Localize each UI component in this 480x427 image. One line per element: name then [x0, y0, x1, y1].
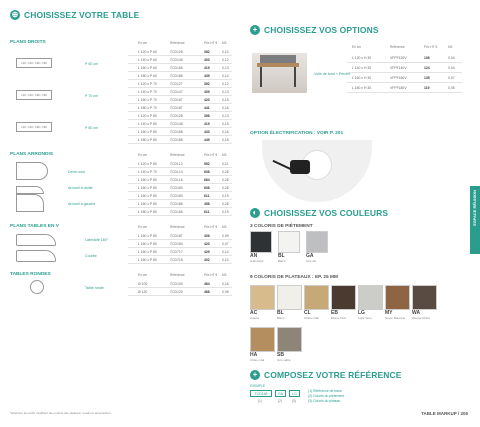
col-dim: En cm	[138, 225, 148, 229]
option-row	[347, 73, 462, 83]
colors-header-text: CHOISISSEZ VOS COULEURS	[264, 208, 389, 218]
right-header	[250, 25, 379, 35]
group-label: P 70 cm	[85, 94, 99, 98]
row-ref: TCD187	[170, 234, 183, 238]
row-m3: 0,26	[222, 202, 229, 206]
row-m3: 0,11	[222, 162, 229, 166]
table-row	[128, 240, 232, 248]
row-ref: TCDL16	[170, 178, 183, 182]
row-price: 382	[204, 50, 210, 54]
group-label: Latéralité 160°	[85, 238, 109, 242]
side-tab-label: ESPACE RÉUNION	[472, 190, 477, 226]
table-drawing	[16, 250, 56, 262]
row-dim: L 180 x P 70	[138, 106, 157, 110]
table-row	[128, 280, 232, 288]
row-dim: L 160 x P 70	[138, 98, 157, 102]
row-ref: TCD146	[170, 58, 183, 62]
row-m3: 0,18	[222, 138, 229, 142]
table-row	[128, 288, 232, 296]
row-dim: L 180 x P 60	[138, 74, 157, 78]
row-price: 458	[204, 202, 210, 206]
option-photo	[252, 53, 307, 93]
row-ref: TCD120	[170, 290, 183, 294]
row-dim: L 140 x P 70	[138, 90, 157, 94]
col-m3: M3	[222, 225, 227, 229]
swatch-name: Gris alu	[306, 259, 317, 263]
col-dim: En cm	[352, 45, 362, 49]
options-block	[252, 45, 462, 105]
row-price: 439	[204, 74, 210, 78]
page-number: 205	[460, 411, 468, 416]
row-m3: 0,26	[222, 178, 229, 182]
plus-icon: +	[250, 370, 260, 380]
row-dim: L 160 x P 60	[138, 66, 157, 70]
row-dim: L 120 x H 30	[352, 56, 372, 60]
top-swatch[interactable]	[412, 285, 438, 320]
row-price: 449	[204, 138, 210, 142]
legs-swatches	[250, 231, 450, 273]
table-row	[128, 104, 232, 112]
row-price: 664	[204, 178, 210, 182]
table-row	[128, 112, 232, 120]
row-ref: TCD127	[170, 82, 183, 86]
page-footer: TABLE MARKUP / 205	[421, 411, 468, 416]
option-label: Voile de fond + Perche	[314, 72, 351, 76]
group-label: Table ronde	[85, 286, 104, 290]
top-swatch[interactable]	[250, 327, 276, 362]
table-row	[128, 96, 232, 104]
row-dim: L 180 x H 30	[352, 86, 372, 90]
swatch-color	[412, 285, 437, 310]
row-price: 429	[204, 250, 210, 254]
table-drawing	[16, 122, 52, 132]
ref-box-3: LG	[289, 390, 300, 397]
row-m3: 0,07	[448, 76, 455, 80]
row-m3: 0,19	[222, 210, 229, 214]
row-price: 402	[204, 258, 210, 262]
plug-shape	[290, 160, 310, 174]
top-swatch[interactable]	[331, 285, 357, 320]
drawing-dim-label: 120 / 140 / 160 / 180	[21, 61, 47, 65]
row-m3: 0,12	[222, 82, 229, 86]
table-row	[128, 192, 232, 200]
row-dim: L 160 x P 80	[138, 178, 157, 182]
group-label: P 60 cm	[85, 62, 99, 66]
legs-title: 3 COLORIS DE PIÈTEMENT	[250, 224, 313, 229]
swatch-name: Anthracite	[250, 259, 264, 263]
row-ref: TCD126	[170, 50, 183, 54]
table-row	[128, 88, 232, 96]
row-price: 468	[204, 290, 210, 294]
row-ref: TCD718	[170, 258, 183, 262]
row-dim: L 160 x H 30	[352, 76, 372, 80]
row-price: 608	[204, 186, 210, 190]
row-ref: TCD180	[170, 194, 183, 198]
row-dim: L 140 x H 30	[352, 66, 372, 70]
col-price: Prix HT €	[204, 225, 218, 229]
leg-swatch[interactable]	[306, 231, 332, 263]
swatch-color	[278, 231, 300, 253]
swatch-name: Blanc	[277, 316, 285, 320]
swatch-color	[306, 231, 328, 253]
ref-sub-3: (3)	[292, 399, 296, 403]
row-dim: L 160 x P 80	[138, 250, 157, 254]
row-dim: Ø 120	[138, 290, 148, 294]
section-side-tab	[470, 186, 480, 254]
colors-header	[250, 208, 388, 218]
row-dim: L 160 x P 80	[138, 234, 157, 238]
row-m3: 0,15	[222, 98, 229, 102]
table-row	[128, 176, 232, 184]
table-row	[128, 200, 232, 208]
row-ref: TCD168	[170, 130, 183, 134]
table-drawing	[16, 234, 56, 246]
swatch-name: Gris sable	[277, 358, 291, 362]
swatch-color	[250, 231, 272, 253]
table-row	[128, 80, 232, 88]
swatch-code: GA	[306, 253, 314, 259]
row-m3: 0,16	[222, 282, 229, 286]
swatch-color	[250, 285, 275, 310]
row-price: 398	[204, 114, 210, 118]
row-ref: TCD184	[170, 242, 183, 246]
row-price: 611	[204, 210, 210, 214]
swatch-name: Chêne Hal.	[250, 358, 266, 362]
swatch-color	[277, 327, 302, 352]
row-ref: TCD166	[170, 210, 183, 214]
row-dim: L 160 x P 80	[138, 194, 157, 198]
row-price: 441	[204, 106, 210, 110]
row-price: 392	[204, 82, 210, 86]
table-row	[128, 168, 232, 176]
row-m3: 0,14	[222, 74, 229, 78]
row-ref: TCD167	[170, 98, 183, 102]
row-ref: TCD128	[170, 114, 183, 118]
swatch-code: CL	[304, 310, 311, 316]
right-header-text: CHOISISSEZ VOS OPTIONS	[264, 25, 379, 35]
tops-title: 9 COLORIS DE PLATEAUX : EP. 25 MM	[250, 275, 339, 280]
footnote: *Attention les tarifs modifient des coloris des plateaux / pieds et accessoires.	[10, 411, 112, 415]
top-swatch[interactable]	[358, 285, 384, 320]
top-swatch[interactable]	[385, 285, 411, 320]
col-price: Prix HT €	[204, 273, 218, 277]
left-header	[10, 10, 139, 20]
col-price: Prix HT €	[424, 45, 438, 49]
ref-legend	[308, 389, 344, 404]
footer-title: TABLE MARKUP	[421, 411, 457, 416]
left-header-text: CHOISISSEZ VOTRE TABLE	[24, 10, 140, 20]
col-price: Prix HT €	[204, 153, 218, 157]
option-table	[347, 53, 462, 93]
section-title: TABLES RONDES	[10, 272, 51, 277]
table-row	[128, 120, 232, 128]
col-price: Prix HT €	[204, 41, 218, 45]
leg-shape	[294, 67, 296, 87]
row-m3: 0,13	[222, 66, 229, 70]
row-price: 409	[204, 90, 210, 94]
col-ref: Référence	[170, 273, 185, 277]
row-price: 433	[204, 130, 210, 134]
row-ref: TCDL12	[170, 162, 183, 166]
row-dim: L 140 x P 60	[138, 58, 157, 62]
row-ref: TCDL14	[170, 170, 183, 174]
swatch-color	[358, 285, 383, 310]
row-m3: 0,07	[222, 242, 229, 246]
row-price: 552	[204, 162, 210, 166]
row-m3: 0,15	[222, 122, 229, 126]
row-dim: L 120 x P 70	[138, 82, 157, 86]
row-m3: 0,16	[222, 130, 229, 134]
row-ref: TCD717	[170, 250, 183, 254]
row-price: 611	[204, 194, 210, 198]
row-dim: L 160 x P 80	[138, 258, 157, 262]
col-m3: M3	[222, 273, 227, 277]
row-dim: L 180 x P 80	[138, 138, 157, 142]
row-m3: 0,26	[222, 186, 229, 190]
swatch-name: Blanc	[278, 259, 286, 263]
table-row	[128, 248, 232, 256]
row-ref: TCD166	[170, 66, 183, 70]
row-price: 135	[424, 76, 430, 80]
option-row	[347, 63, 462, 73]
col-dim: En cm	[138, 273, 148, 277]
row-dim: L 160 x P 80	[138, 130, 157, 134]
row-ref: TCD100	[170, 282, 183, 286]
row-m3: 0,26	[222, 170, 229, 174]
table-row	[128, 184, 232, 192]
row-ref: VFPF140V	[390, 66, 407, 70]
swatch-code: AN	[250, 253, 258, 259]
row-m3: 0,04	[448, 56, 455, 60]
row-ref: VFPF120V	[390, 56, 407, 60]
drawing-dim-label: 120 / 140 / 160 / 180	[21, 93, 47, 97]
row-price: 124	[424, 66, 430, 70]
row-ref: VFPF160V	[390, 76, 407, 80]
row-ref: TCD186	[170, 202, 183, 206]
row-m3: 0,13	[222, 90, 229, 94]
table-row	[128, 256, 232, 264]
palette-icon: ◐	[250, 208, 260, 218]
col-ref: Référence	[170, 41, 185, 45]
swatch-name: Ébène Nuit	[331, 316, 346, 320]
ref-header-text: COMPOSEZ VOTRE RÉFÉRENCE	[264, 370, 402, 380]
row-m3: 0,06	[222, 290, 229, 294]
group-label: P 80 cm	[85, 126, 99, 130]
swatch-name: Chêne clair	[304, 316, 320, 320]
row-dim: L 140 x P 80	[138, 122, 157, 126]
ref-box-2: GA	[275, 390, 286, 397]
swatch-code: AC	[250, 310, 258, 316]
section-title: PLANS DROITS	[10, 40, 46, 45]
swatch-color	[331, 285, 356, 310]
row-price: 423	[204, 98, 210, 102]
ref-box-1: TCD148	[250, 390, 272, 397]
row-m3: 0,10	[222, 258, 229, 262]
cable-shape	[273, 160, 292, 170]
ref-example	[250, 384, 370, 414]
ref-sub-2: (2)	[278, 399, 282, 403]
row-dim: L 160 x P 80	[138, 242, 157, 246]
swatch-color	[304, 285, 329, 310]
top-swatch[interactable]	[304, 285, 330, 320]
row-price: 423	[204, 242, 210, 246]
swatch-code: WA	[412, 310, 421, 316]
ref-header	[250, 370, 401, 380]
table-drawing	[16, 162, 48, 180]
option-row	[347, 83, 462, 93]
row-ref: VFPF180V	[390, 86, 407, 90]
section-title: PLANS TABLES EN V	[10, 224, 59, 229]
swatch-code: BL	[278, 253, 285, 259]
table-drawing	[16, 58, 52, 68]
row-price: 403	[204, 58, 210, 62]
col-m3: M3	[448, 45, 453, 49]
col-ref: Référence	[170, 153, 185, 157]
row-ref: TCD186	[170, 74, 183, 78]
row-dim: Ø 100	[138, 282, 148, 286]
table-icon: ⊕	[11, 10, 19, 19]
swatch-code: LG	[358, 310, 365, 316]
swatch-name: Noyer Baroque	[385, 316, 406, 320]
row-price: 419	[204, 66, 210, 70]
top-swatch[interactable]	[277, 327, 303, 362]
leg-shape	[260, 67, 262, 87]
row-price: 106	[424, 56, 430, 60]
table-row	[128, 48, 232, 56]
table-row	[128, 72, 232, 80]
leg-swatch[interactable]	[250, 231, 276, 263]
swatch-code: SB	[277, 352, 284, 358]
row-m3: 0,13	[222, 114, 229, 118]
row-ref: TCD188	[170, 138, 183, 142]
row-price: 608	[204, 170, 210, 174]
option-row	[347, 53, 462, 63]
row-price: 419	[204, 122, 210, 126]
row-m3: 0,14	[222, 250, 229, 254]
group-label: Courbe	[85, 254, 97, 258]
row-m3: 0,19	[222, 194, 229, 198]
row-price: 406	[204, 234, 210, 238]
row-price: 464	[204, 282, 210, 286]
table-row	[128, 128, 232, 136]
drawing-dim-label: 120 / 140 / 160 / 180	[21, 125, 47, 129]
desk-top-shape	[257, 63, 299, 67]
table-row	[128, 160, 232, 168]
row-price: 119	[424, 86, 430, 90]
row-m3: 0,05	[448, 86, 455, 90]
plug-photo	[262, 140, 372, 202]
table-row	[128, 56, 232, 64]
col-m3: M3	[222, 41, 227, 45]
row-dim: L 160 x P 80	[138, 202, 157, 206]
row-m3: 0,09	[222, 234, 229, 238]
swatch-name: Acacia	[250, 316, 260, 320]
swatch-code: BL	[277, 310, 284, 316]
group-label: Arrondi à droite	[68, 186, 93, 190]
plus-icon: +	[250, 25, 260, 35]
ref-sub-1: (1)	[258, 399, 262, 403]
swatch-color	[250, 327, 275, 352]
col-m3: M3	[222, 153, 227, 157]
group-label: Demi-rond	[68, 170, 85, 174]
ref-legend-2: (2) Coloris du piètement	[308, 394, 345, 398]
col-ref: Référence	[390, 45, 405, 49]
row-dim: L 120 x P 80	[138, 114, 157, 118]
ref-example-label: EXEMPLE	[250, 384, 266, 388]
table-drawing	[16, 186, 44, 194]
swatch-name: Wenge Africa	[412, 316, 430, 320]
row-ref: TCD148	[170, 122, 183, 126]
leg-swatch[interactable]	[278, 231, 304, 263]
row-m3: 0,04	[448, 66, 455, 70]
swatch-code: MY	[385, 310, 393, 316]
col-ref: Référence	[170, 225, 185, 229]
swatch-name: Light Grey	[358, 316, 372, 320]
group-label: Arrondi à gauche	[68, 202, 96, 206]
top-swatch[interactable]	[277, 285, 303, 320]
col-dim: En cm	[138, 41, 148, 45]
row-ref: TCD160	[170, 186, 183, 190]
table-row	[128, 208, 232, 216]
tops-swatches	[250, 285, 475, 365]
row-dim: L 120 x P 60	[138, 50, 157, 54]
table-catalog	[10, 40, 232, 420]
row-m3: 0,16	[222, 106, 229, 110]
row-m3: 0,12	[222, 58, 229, 62]
ref-legend-1: (1) Référence de base	[308, 389, 342, 393]
elec-title: OPTION ÉLECTRIFICATION : VOIR P. 201	[250, 131, 344, 136]
swatch-color	[385, 285, 410, 310]
table-row	[128, 64, 232, 72]
table-row	[128, 232, 232, 240]
row-dim: L 140 x P 70	[138, 170, 157, 174]
section-title: PLANS ARRONDIS	[10, 152, 53, 157]
swatch-color	[277, 285, 302, 310]
top-swatch[interactable]	[250, 285, 276, 320]
screen-panel-shape	[260, 55, 296, 63]
table-row	[128, 136, 232, 144]
row-dim: L 180 x P 80	[138, 210, 157, 214]
table-drawing	[16, 194, 44, 212]
swatch-code: HA	[250, 352, 258, 358]
col-dim: En cm	[138, 153, 148, 157]
ref-legend-3: (3) Coloris du plateau	[308, 399, 341, 403]
table-drawing	[30, 280, 44, 294]
row-dim: L 120 x P 80	[138, 162, 157, 166]
row-ref: TCD147	[170, 90, 183, 94]
row-m3: 0,10	[222, 50, 229, 54]
row-dim: L 160 x P 80	[138, 186, 157, 190]
table-drawing	[16, 90, 52, 100]
swatch-code: EB	[331, 310, 338, 316]
row-ref: TCD187	[170, 106, 183, 110]
